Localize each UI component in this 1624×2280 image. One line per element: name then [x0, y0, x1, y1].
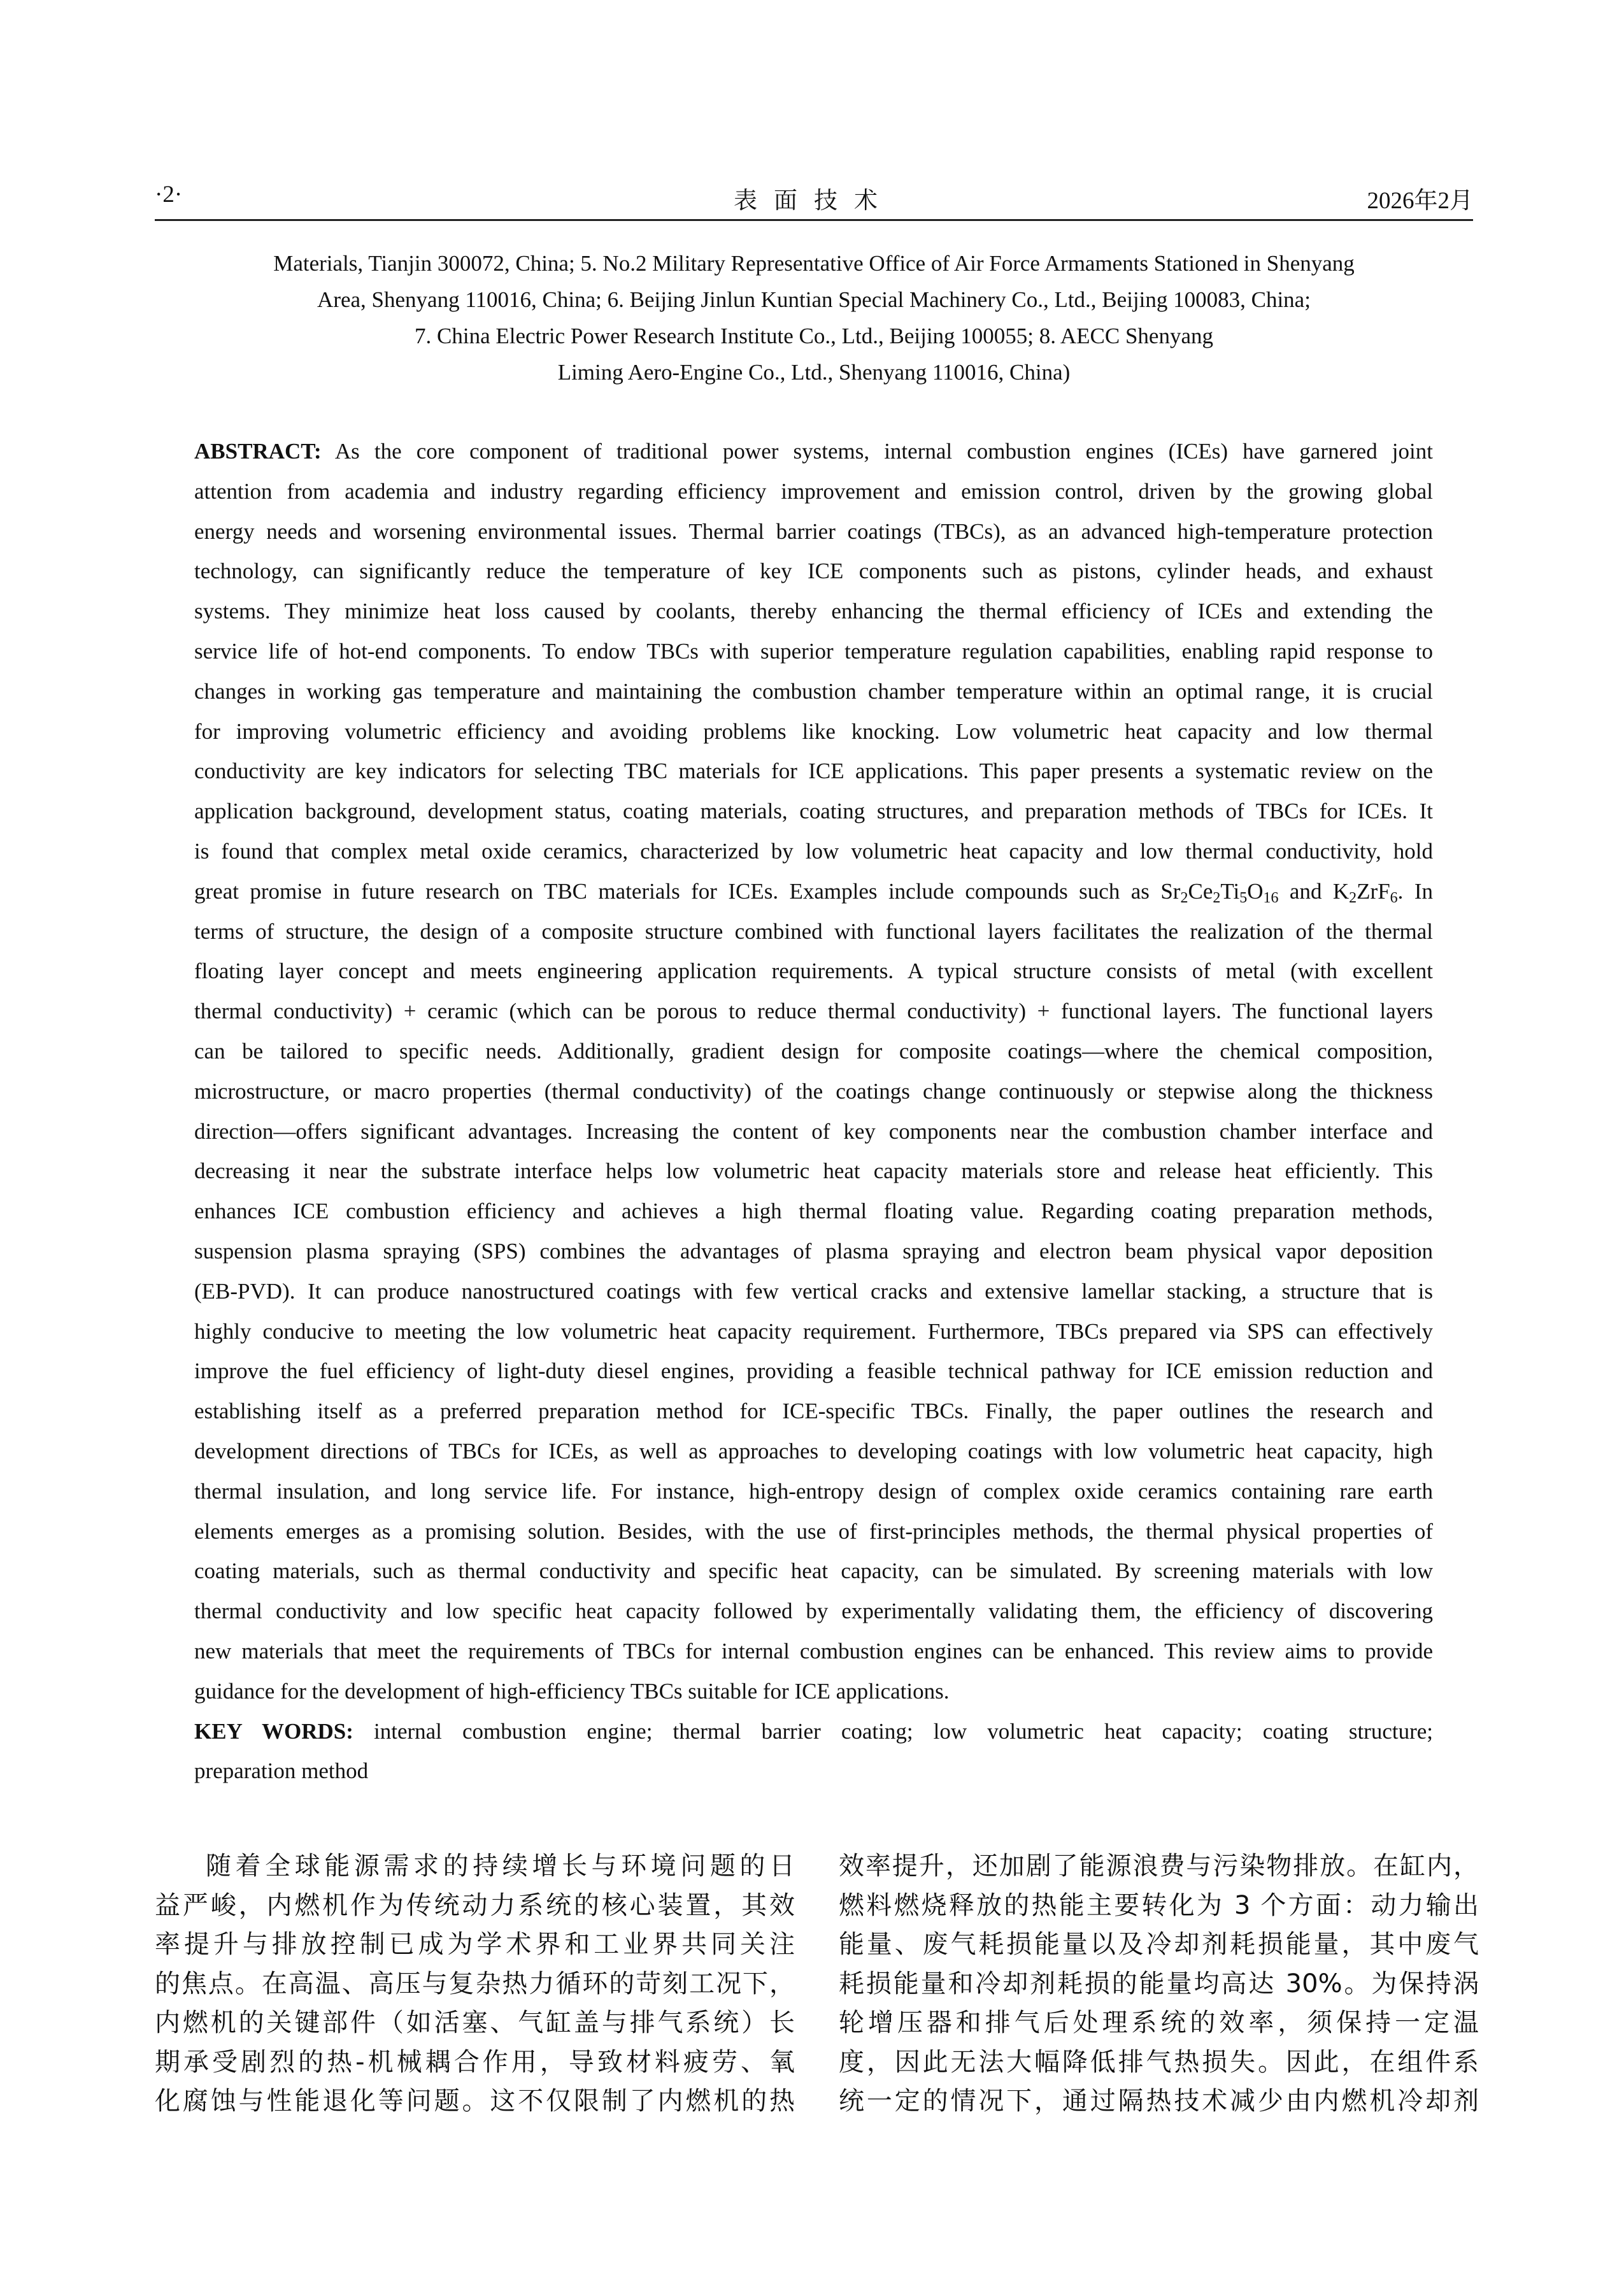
- body-line: 率提升与排放控制已成为学术界和工业界共同关注: [155, 1930, 795, 1959]
- body-line: 统一定的情况下，通过隔热技术减少由内燃机冷却剂: [839, 2086, 1479, 2116]
- body-line: 随着全球能源需求的持续增长与环境问题的日: [206, 1851, 795, 1881]
- abstract-line: [194, 432, 1433, 472]
- body-column-right: [839, 1847, 1479, 2121]
- abstract-line: thermal conductivity and low specific heat capacity followed by experimentally validating them, the efficiency of discovering: [194, 1599, 1433, 1624]
- body-line: 轮增压器和排气后处理系统的效率，须保持一定温: [839, 2008, 1479, 2037]
- body-line: 内燃机的关键部件（如活塞、气缸盖与排气系统）长: [155, 2008, 795, 2037]
- journal-title: 表面技术: [734, 188, 894, 214]
- abstract-line: enhances ICE combustion efficiency and achieves a high thermal floating value. Regarding coating preparation methods,: [194, 1199, 1433, 1224]
- abstract-line: guidance for the development of high-efficiency TBCs suitable for ICE applications.: [194, 1678, 950, 1704]
- abstract-text: As the core component of traditional power systems, internal combustion engines (ICEs) have garnered joint: [334, 439, 1433, 464]
- body-line: 的焦点。在高温、高压与复杂热力循环的苛刻工况下，: [155, 1969, 795, 1999]
- affiliation-line: Area, Shenyang 110016, China; 6. Beijing Jinlun Kuntian Special Machinery Co., Ltd., Beijing 100083, China;: [317, 287, 1311, 312]
- abstract-line: for improving volumetric efficiency and avoiding problems like knocking. Low volumetric heat capacity and low thermal: [194, 718, 1433, 744]
- abstract-line: can be tailored to specific needs. Additionally, gradient design for composite coatings—where the chemical composition,: [194, 1038, 1433, 1064]
- keywords-label: KEY WORDS:: [194, 1718, 353, 1744]
- body-line: 益严峻，内燃机作为传统动力系统的核心装置，其效: [155, 1890, 795, 1920]
- body-line: 期承受剧烈的热-机械耦合作用，导致材料疲劳、氧: [155, 2047, 795, 2077]
- abstract-line: direction—offers significant advantages. Increasing the content of key components near the combustion chamber interface and: [194, 1118, 1433, 1144]
- issue-date: 2026年2月: [1367, 188, 1473, 214]
- page-number: ·2·: [155, 182, 183, 208]
- affiliation-line: Liming Aero-Engine Co., Ltd., Shenyang 110016, China): [557, 360, 1071, 385]
- abstract-line: attention from academia and industry regarding efficiency improvement and emission control, driven by the growing global: [194, 478, 1433, 504]
- abstract-line: service life of hot-end components. To endow TBCs with superior temperature regulation capabilities, enabling rapid response to: [194, 638, 1433, 664]
- abstract-line: establishing itself as a preferred preparation method for ICE-specific TBCs. Finally, the paper outlines the research and: [194, 1399, 1433, 1424]
- keywords-line: [194, 1712, 1433, 1752]
- formula-sr2ce2ti5o16: $Sr_2Ce_2Ti_5O_{16}$: [1160, 878, 1279, 906]
- keywords-line: preparation method: [194, 1758, 369, 1784]
- abstract-line: technology, can significantly reduce the temperature of key ICE components such as pistons, cylinder heads, and exhaust: [194, 559, 1433, 584]
- abstract-line: development directions of TBCs for ICEs, as well as approaches to developing coatings with low volumetric heat capacity, high: [194, 1438, 1433, 1464]
- body-line: 效率提升，还加剧了能源浪费与污染物排放。在缸内，: [839, 1851, 1479, 1881]
- body-line: 能量、废气耗损能量以及冷却剂耗损能量，其中废气: [839, 1930, 1479, 1959]
- body-column-left: [155, 1847, 795, 2121]
- body-line: 化腐蚀与性能退化等问题。这不仅限制了内燃机的热: [155, 2086, 795, 2116]
- running-header: [155, 178, 1473, 221]
- body-line: 度，因此无法大幅降低排气热损失。因此，在组件系: [839, 2047, 1479, 2077]
- abstract-line: elements emerges as a promising solution. Besides, with the use of first-principles methods, the thermal physical properties of: [194, 1518, 1433, 1544]
- abstract-line: suspension plasma spraying (SPS) combines the advantages of plasma spraying and electron beam physical vapor deposition: [194, 1238, 1433, 1264]
- abstract-line: energy needs and worsening environmental issues. Thermal barrier coatings (TBCs), as an advanced high-temperature protection: [194, 518, 1433, 544]
- abstract-line: microstructure, or macro properties (thermal conductivity) of the coatings change continuously or stepwise along the thickness: [194, 1078, 1433, 1104]
- abstract-line: systems. They minimize heat loss caused by coolants, thereby enhancing the thermal efficiency of ICEs and extending the: [194, 599, 1433, 624]
- formula-k2zrf6: $K_2ZrF_6$: [1332, 878, 1398, 906]
- abstract-line: conductivity are key indicators for selecting TBC materials for ICE applications. This paper presents a systematic review on the: [194, 759, 1433, 784]
- abstract-line: changes in working gas temperature and maintaining the combustion chamber temperature within an optimal range, it is crucial: [194, 678, 1433, 704]
- abstract-line: highly conducive to meeting the low volumetric heat capacity requirement. Furthermore, TBCs prepared via SPS can effectively: [194, 1318, 1433, 1344]
- abstract-line: thermal insulation, and long service life. For instance, high-entropy design of complex oxide ceramics containing rare earth: [194, 1478, 1433, 1504]
- abstract-line: decreasing it near the substrate interface helps low volumetric heat capacity materials store and release heat efficiently. This: [194, 1158, 1433, 1184]
- body-line: 耗损能量和冷却剂耗损的能量均高达 30%。为保持涡: [839, 1969, 1479, 1999]
- abstract-text: great promise in future research on TBC materials for ICEs. Examples include compounds such as: [194, 878, 1150, 904]
- abstract-line: application background, development status, coating materials, coating structures, and preparation methods of TBCs for ICEs. It: [194, 799, 1433, 824]
- keywords-text: internal combustion engine; thermal barrier coating; low volumetric heat capacity; coating structure;: [374, 1718, 1434, 1744]
- abstract-line: improve the fuel efficiency of light-duty diesel engines, providing a feasible technical pathway for ICE emission reduction and: [194, 1358, 1433, 1384]
- abstract-line: coating materials, such as thermal conductivity and specific heat capacity, can be simulated. By screening materials with low: [194, 1558, 1433, 1584]
- abstract-line: great promise in future research on TBC materials for ICEs. Examples include compounds such as $Sr_2Ce_2Ti_5O_{16}$ and $K_2ZrF_6$. In: [194, 878, 1433, 906]
- abstract-label: ABSTRACT:: [194, 439, 322, 464]
- abstract-line: thermal conductivity) + ceramic (which can be porous to reduce thermal conductivity) + functional layers. The functional layers: [194, 999, 1433, 1024]
- abstract-line: is found that complex metal oxide ceramics, characterized by low volumetric heat capacity and low thermal conductivity, hold: [194, 838, 1433, 864]
- abstract-line: floating layer concept and meets engineering application requirements. A typical structure consists of metal (with excellent: [194, 958, 1433, 984]
- affiliation-line: 7. China Electric Power Research Institute Co., Ltd., Beijing 100055; 8. AECC Shenyang: [415, 324, 1213, 348]
- abstract-line: (EB-PVD). It can produce nanostructured coatings with few vertical cracks and extensive lamellar stacking, a structure that is: [194, 1278, 1433, 1304]
- affiliation-line: Materials, Tianjin 300072, China; 5. No.2 Military Representative Office of Air Force Armaments Stationed in Shenyang: [273, 251, 1355, 276]
- abstract-line: terms of structure, the design of a composite structure combined with functional layers facilitates the realization of the thermal: [194, 918, 1433, 944]
- body-line: 燃料燃烧释放的热能主要转化为 3 个方面：动力输出: [839, 1890, 1479, 1920]
- abstract: [194, 432, 1433, 1792]
- affiliations: [155, 245, 1473, 390]
- abstract-line: new materials that meet the requirements of TBCs for internal combustion engines can be enhanced. This review aims to provide: [194, 1638, 1433, 1664]
